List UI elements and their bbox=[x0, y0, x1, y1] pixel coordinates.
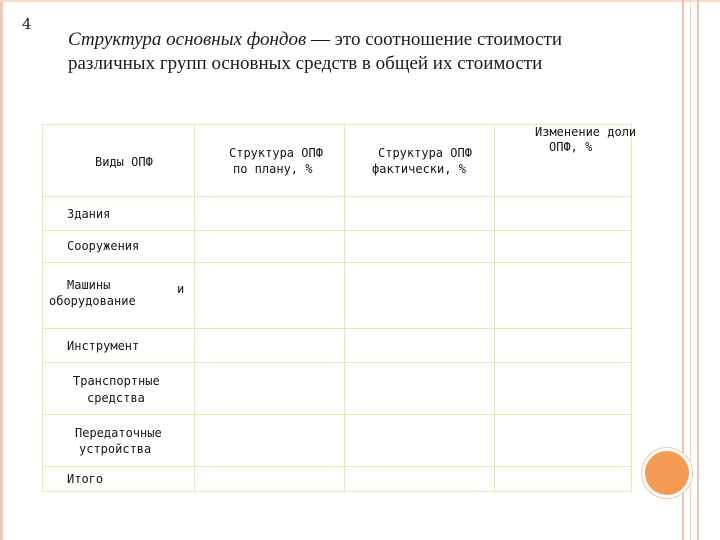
header-cell-change bbox=[495, 125, 637, 197]
value-cell bbox=[195, 263, 345, 329]
value-cell bbox=[495, 263, 631, 329]
row-label-cell bbox=[43, 263, 195, 329]
header-cell-fact bbox=[345, 125, 495, 197]
row-label-cell bbox=[43, 467, 195, 493]
decorative-circle bbox=[642, 448, 692, 498]
value-cell bbox=[495, 329, 631, 363]
row-label-cell bbox=[43, 197, 195, 231]
opf-structure-table bbox=[42, 124, 637, 492]
value-cell bbox=[345, 415, 495, 467]
value-cell bbox=[495, 231, 631, 263]
value-cell bbox=[345, 467, 495, 493]
value-cell bbox=[195, 231, 345, 263]
row-label-devices: устройства bbox=[79, 442, 152, 456]
value-cell bbox=[195, 415, 345, 467]
row-label-total: Итого bbox=[67, 472, 104, 486]
row-label-transport: Транспортные bbox=[73, 374, 160, 388]
value-cell bbox=[345, 263, 495, 329]
row-label-machines: Машины bbox=[67, 278, 111, 292]
right-rail-line-inner bbox=[690, 0, 691, 540]
value-cell bbox=[195, 467, 345, 493]
slide-title bbox=[68, 28, 628, 76]
value-cell bbox=[195, 363, 345, 415]
header-types-label: Виды ОПФ bbox=[95, 155, 153, 169]
header-plan-line2: по плану, % bbox=[233, 162, 313, 176]
header-change-line1: Изменение доли bbox=[535, 125, 637, 139]
header-cell-plan bbox=[195, 125, 345, 197]
row-label-cell bbox=[43, 231, 195, 263]
header-change-line2: ОПФ, % bbox=[549, 140, 593, 154]
header-cell-types bbox=[43, 125, 195, 197]
value-cell bbox=[495, 467, 631, 493]
value-cell bbox=[195, 329, 345, 363]
row-label-structures: Сооружения bbox=[67, 239, 140, 253]
value-cell bbox=[345, 329, 495, 363]
row-label-tools: Инструмент bbox=[67, 339, 140, 353]
row-label-cell bbox=[43, 363, 195, 415]
value-cell bbox=[495, 415, 631, 467]
slide-title-rest: — это соотношение стоимости различных групп основных средств в общей их стоимости bbox=[68, 29, 563, 74]
row-label-cell bbox=[43, 329, 195, 363]
header-fact-line2: фактически, % bbox=[372, 162, 466, 176]
row-label-and: и bbox=[177, 282, 185, 296]
value-cell bbox=[345, 231, 495, 263]
row-label-equipment: оборудование bbox=[49, 294, 136, 308]
value-cell bbox=[345, 197, 495, 231]
slide-title-italic: Структура основных фондов bbox=[68, 29, 307, 50]
right-rail-line-outer bbox=[697, 0, 699, 540]
row-label-transmission: Передаточные bbox=[75, 426, 162, 440]
row-label-cell bbox=[43, 415, 195, 467]
header-plan-line1: Структура ОПФ bbox=[229, 146, 323, 160]
header-fact-line1: Структура ОПФ bbox=[378, 146, 472, 160]
row-label-vehicles: средства bbox=[87, 391, 145, 405]
value-cell bbox=[345, 363, 495, 415]
value-cell bbox=[495, 197, 631, 231]
row-label-buildings: Здания bbox=[67, 207, 111, 221]
left-edge-decoration bbox=[0, 0, 3, 540]
slide-number: 4 bbox=[22, 15, 32, 33]
top-edge-decoration bbox=[0, 0, 720, 2]
value-cell bbox=[495, 363, 631, 415]
value-cell bbox=[195, 197, 345, 231]
